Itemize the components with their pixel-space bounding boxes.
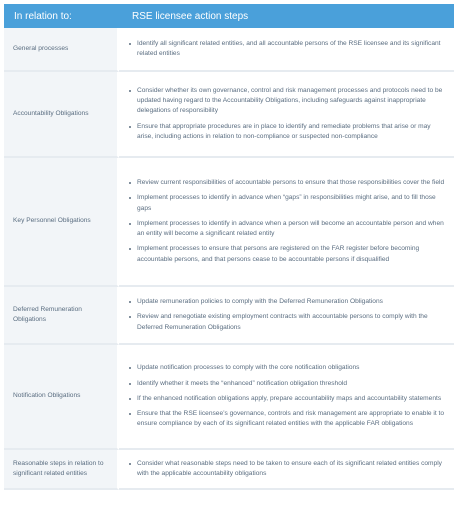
table-row xyxy=(4,345,454,450)
action-step-item: If the enhanced notification obligations apply, prepare accountability maps and accountability statements xyxy=(127,394,448,404)
action-step-item: Identify all significant related entities, and all accountable persons of the RSE licensee and its significant related entities xyxy=(127,39,448,59)
action-steps-table xyxy=(4,4,454,490)
action-step-list xyxy=(127,363,448,429)
action-step-list xyxy=(127,39,448,59)
row-action-steps xyxy=(119,158,454,287)
row-topic-label: Notification Obligations xyxy=(4,345,119,450)
action-step-item: Ensure that appropriate procedures are in place to identify and remediate problems that arise or may arise, including actions in relation to non-compliance or suspected non-compliance xyxy=(127,122,448,142)
action-step-item: Review current responsibilities of accountable persons to ensure that those responsibilities cover the field xyxy=(127,178,448,188)
action-step-list xyxy=(127,459,448,479)
table-row xyxy=(4,450,454,490)
row-action-steps xyxy=(119,72,454,158)
action-step-item: Consider whether its own governance, control and risk management processes and protocols need to be updated having regard to the Accountability Obligations, including safeguards against inappropriate delegations of responsibility xyxy=(127,86,448,117)
row-topic-label: Reasonable steps in relation to significant related entities xyxy=(4,450,119,490)
action-step-item: Consider what reasonable steps need to be taken to ensure each of its significant related entities comply with the applicable accountability obligations xyxy=(127,459,448,479)
row-action-steps xyxy=(119,28,454,72)
action-step-item: Implement processes to identify in advance when “gaps” in responsibilities might arise, and to fill those gaps xyxy=(127,193,448,213)
action-step-list xyxy=(127,178,448,264)
row-topic-label: Key Personnel Obligations xyxy=(4,158,119,287)
row-topic-label: Deferred Remuneration Obligations xyxy=(4,287,119,345)
action-step-list xyxy=(127,297,448,333)
action-step-list xyxy=(127,86,448,142)
row-topic-label: Accountability Obligations xyxy=(4,72,119,158)
table-row xyxy=(4,158,454,287)
table-row xyxy=(4,287,454,345)
table-header-row xyxy=(4,4,454,28)
row-action-steps xyxy=(119,345,454,450)
action-step-item: Ensure that the RSE licensee’s governance, controls and risk management are appropriate to enable it to ensure compliance by each of its significant related entities with the applicable FAR obligations xyxy=(127,409,448,429)
action-step-item: Update remuneration policies to comply with the Deferred Remuneration Obligations xyxy=(127,297,448,307)
action-step-item: Review and renegotiate existing employment contracts with accountable persons to comply with the Deferred Remuneration Obligations xyxy=(127,312,448,332)
action-steps-table-container xyxy=(4,4,454,490)
action-step-item: Update notification processes to comply with the core notification obligations xyxy=(127,363,448,373)
table-row xyxy=(4,72,454,158)
row-action-steps xyxy=(119,450,454,490)
header-in-relation-to: In relation to: xyxy=(4,4,119,28)
table-body xyxy=(4,28,454,490)
row-action-steps xyxy=(119,287,454,345)
action-step-item: Implement processes to ensure that persons are registered on the FAR register before becoming accountable persons, and that persons cease to be accountable persons if disqualified xyxy=(127,244,448,264)
table-row xyxy=(4,28,454,72)
row-topic-label: General processes xyxy=(4,28,119,72)
header-action-steps: RSE licensee action steps xyxy=(119,4,454,28)
action-step-item: Identify whether it meets the “enhanced” notification obligation threshold xyxy=(127,379,448,389)
action-step-item: Implement processes to identify in advance when a person will become an accountable person and when an entity will become a significant related entity xyxy=(127,219,448,239)
